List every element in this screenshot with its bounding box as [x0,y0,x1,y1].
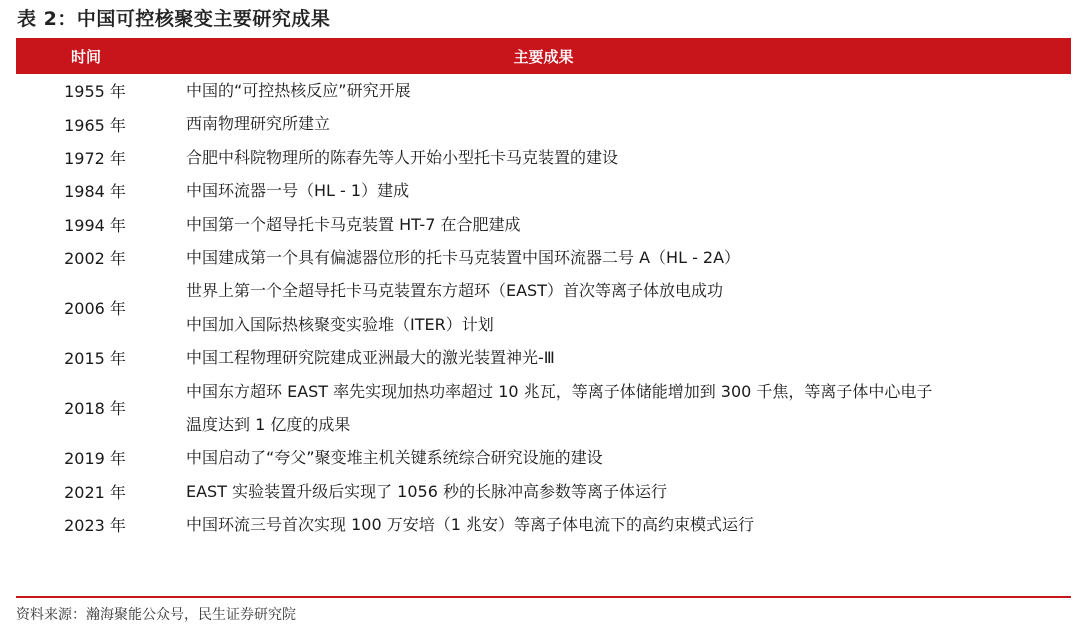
table-header [16,38,1071,74]
events-cell [174,508,1071,541]
table-row [16,475,1071,508]
research-results-table [16,38,1071,541]
event-text: 中国工程物理研究院建成亚洲最大的激光装置神光-Ⅲ [186,348,555,368]
table-row [16,107,1071,140]
table-title: 表 2：中国可控核聚变主要研究成果 [17,8,331,30]
event-text: 西南物理研究所建立 [186,114,331,134]
event-text: 中国东方超环 EAST 率先实现加热功率超过 10 兆瓦，等离子体储能增加到 300 千焦，等离子体中心电子 [186,381,933,401]
events-cell [174,475,1071,508]
year-cell: 1955 年 [64,82,126,102]
year-cell: 2023 年 [64,516,126,536]
header-time: 时间 [70,47,101,66]
event-text: 中国环流三号首次实现 100 万安培（1 兆安）等离子体电流下的高约束模式运行 [186,515,754,535]
events-cell [174,107,1071,140]
events-cell [174,274,1071,341]
table-row [16,375,1071,442]
table-row [16,241,1071,274]
year-cell: 2006 年 [64,299,126,319]
event-text: 中国环流器一号（HL - 1）建成 [186,181,410,201]
year-cell: 2015 年 [64,349,126,369]
event-text: 中国建成第一个具有偏滤器位形的托卡马克装置中国环流器二号 A（HL - 2A） [186,247,741,267]
year-cell: 1972 年 [64,148,126,168]
year-cell: 2019 年 [64,449,126,469]
events-cell [174,208,1071,241]
year-cell: 2002 年 [64,249,126,269]
events-cell [174,141,1071,174]
table-row [16,274,1071,341]
event-text: 合肥中科院物理所的陈春先等人开始小型托卡马克装置的建设 [186,147,619,167]
table-row [16,141,1071,174]
table-row [16,341,1071,374]
event-text: 中国的“可控热核反应”研究开展 [186,81,411,100]
table-body [16,74,1071,541]
events-cell [174,241,1071,274]
year-cell: 1965 年 [64,115,126,135]
event-text: 世界上第一个全超导托卡马克装置东方超环（EAST）首次等离子体放电成功 [186,281,723,301]
table-row [16,208,1071,241]
event-text: 中国第一个超导托卡马克装置 HT-7 在合肥建成 [186,214,521,234]
table-row [16,508,1071,541]
table-row [16,441,1071,474]
table-row [16,174,1071,207]
year-cell: 1994 年 [64,215,126,235]
events-cell [174,341,1071,374]
event-text: 中国启动了“夸父”聚变堆主机关键系统综合研究设施的建设 [186,448,603,468]
event-text: 中国加入国际热核聚变实验堆（ITER）计划 [186,314,494,334]
year-cell: 1984 年 [64,182,126,202]
events-cell [174,441,1071,474]
table-bottom-rule [16,596,1071,598]
table-row [16,74,1071,107]
year-cell: 2018 年 [64,399,126,419]
events-cell [174,74,1071,107]
event-text: 温度达到 1 亿度的成果 [186,414,351,434]
header-result: 主要成果 [513,47,574,66]
events-cell [174,375,1071,442]
source-note: 资料来源：瀚海聚能公众号，民生证券研究院 [16,607,296,623]
event-text: EAST 实验装置升级后实现了 1056 秒的长脉冲高参数等离子体运行 [186,481,667,501]
events-cell [174,174,1071,207]
year-cell: 2021 年 [64,482,126,502]
